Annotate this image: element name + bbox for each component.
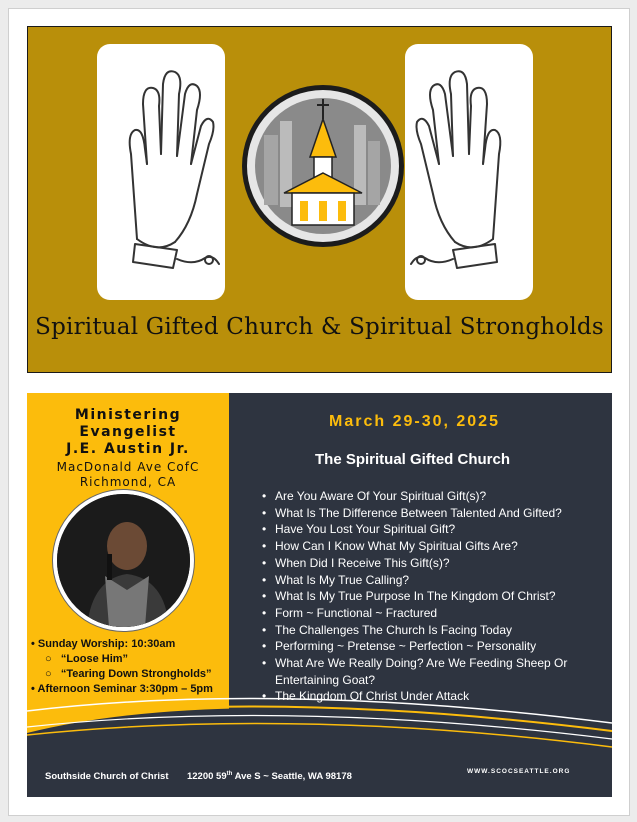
speaker-church: MacDonald Ave CofC [56,460,200,474]
sermon-title: “Loose Him” [60,653,129,665]
list-item: • Are You Aware Of Your Spiritual Gift(s)? [265,488,605,505]
footer-church: Southside Church of Christ [45,771,169,783]
section-title: The Spiritual Gifted Church [315,451,511,468]
topic-list [265,488,605,705]
footer-street-suffix: th [226,771,233,777]
list-item: • The Kingdom Of Christ Under Attack [265,688,605,705]
footer-city: Ave S ~ Seattle, WA 98178 [232,771,352,783]
raised-hand-chain-icon [405,44,533,300]
header-banner [27,26,612,373]
flyer-page [8,8,630,816]
list-item: • What Is My True Calling? [265,572,605,589]
schedule-item: ○ “Loose Him” [45,653,129,665]
schedule-item: • Sunday Worship: 10:30am [31,638,176,650]
church-medallion-icon [242,85,404,247]
sermon-title: “Tearing Down Strongholds” [60,668,212,680]
raised-hand-chain-icon [97,44,225,300]
event-panel [27,393,612,797]
list-item: • What Are We Really Doing? Are We Feeding Sheep Or Entertaining Goat? [265,655,605,688]
list-item: • Form ~ Functional ~ Fractured [265,605,605,622]
speaker-name: J.E. Austin Jr. [66,441,190,457]
list-item: • Performing ~ Pretense ~ Perfection ~ Personality [265,638,605,655]
speaker-role: Ministering Evangelist [74,407,182,440]
list-item: • How Can I Know What My Spiritual Gifts Are? [265,538,605,555]
right-hand-card [405,44,533,300]
event-date: March 29-30, 2025 [329,413,500,430]
schedule-item: • Afternoon Seminar 3:30pm – 5pm [31,683,213,695]
footer-street: 12200 59 [186,771,227,783]
speaker-photo [53,490,194,631]
left-hand-card [97,44,225,300]
list-item: • What Is My True Purpose In The Kingdom Of Christ? [265,588,605,605]
list-item: • The Challenges The Church Is Facing Today [265,622,605,639]
schedule [31,637,231,697]
afternoon-seminar: Afternoon Seminar 3:30pm – 5pm [37,683,213,695]
church-medallion [242,85,404,247]
list-item: • When Did I Receive This Gift(s)? [265,555,605,572]
schedule-item: ○ “Tearing Down Strongholds” [45,668,212,680]
speaker-sidebar [27,393,229,733]
sunday-worship: Sunday Worship: 10:30am [37,638,176,650]
footer-address [45,771,352,782]
speaker-city: Richmond, CA [79,475,177,489]
footer-website[interactable]: WWW.SCOCSEATTLE.ORG [467,768,571,775]
banner-title: Spiritual Gifted Church & Spiritual Strongholds [35,314,604,340]
list-item: • Have You Lost Your Spiritual Gift? [265,521,605,538]
list-item: • What Is The Difference Between Talented And Gifted? [265,505,605,522]
